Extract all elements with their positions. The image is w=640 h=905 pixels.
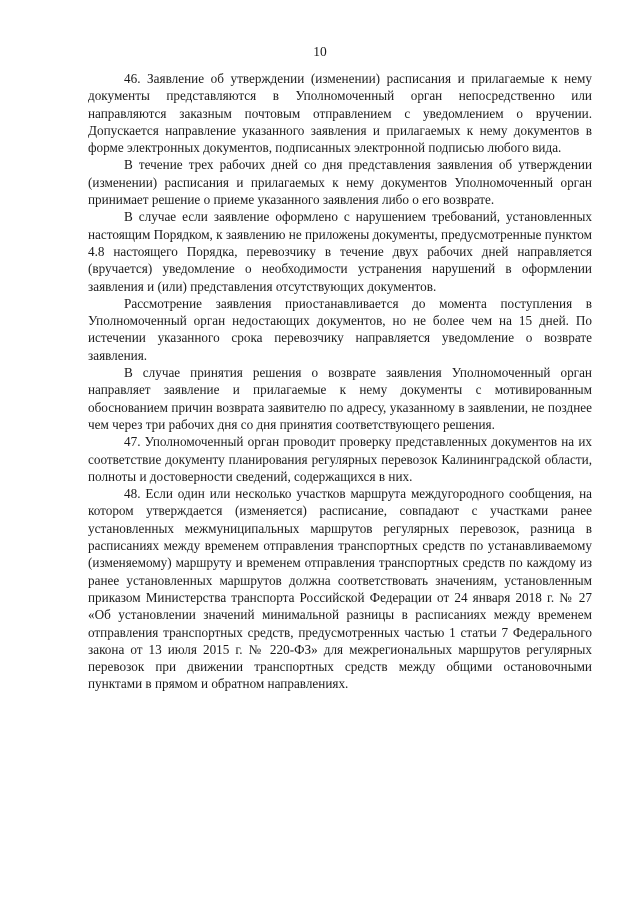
paragraph-return: В случае принятия решения о возврате заявления Уполномоченный орган направляет заявление и прилагаемые к нему документы с мотивированным обоснованием причин возврата заявителю по адресу, указанному в заявлении, не позднее чем через три рабочих дня со дня принятия соответствующего решения. [88,365,592,432]
paragraph-48: 48. Если один или несколько участков маршрута междугородного сообщения, на котором утверждается (изменяется) расписание, совпадают с участками ранее установленных межмуниципальных маршрутов регулярных перевозок, разница в расписаниях между временем отправления транспортных средств по устанавливаемому (изменяемому) маршруту и временем отправления транспортных средств по каждому из ранее установленных маршрутов должна соответствовать значениям, установленным приказом Министерства транспорта Российской Федерации от 24 января 2018 г. № 27 «Об установлении значений минимальной разницы в расписаниях между временем отправления транспортных средств, предусмотренных частью 1 статьи 7 Федерального закона от 13 июля 2015 г. № 220-ФЗ» для межрегиональных маршрутов регулярных перевозок при движении транспортных средств между общими остановочными пунктами в прямом и обратном направлениях. [88,486,592,692]
paragraph-violations: В случае если заявление оформлено с нарушением требований, установленных настоящим Порядком, к заявлению не приложены документы, предусмотренные пунктом 4.8 настоящего Порядка, перевозчику в течение двух рабочих дней направляется (вручается) уведомление о необходимости устранения нарушений в оформлении заявления и (или) представления отсутствующих документов. [88,209,592,294]
paragraph-decision-term: В течение трех рабочих дней со дня представления заявления об утверждении (изменении) расписания и прилагаемых к нему документов Уполномоченный орган принимает решение о приеме указанного заявления либо о его возврате. [88,157,592,208]
page-number: 10 [313,44,327,59]
paragraph-47: 47. Уполномоченный орган проводит проверку представленных документов на их соответствие документу планирования регулярных перевозок Калининградской области, полноты и достоверности сведений, содержащихся в них. [88,434,592,484]
document-body [88,70,592,693]
paragraph-46: 46. Заявление об утверждении (изменении) расписания и прилагаемые к нему документы представляются в Уполномоченный орган непосредственно или направляются заказным почтовым отправлением с уведомлением о вручении. Допускается направление указанного заявления и прилагаемых к нему документов в форме электронных документов, подписанных электронной подписью любого вида. [88,71,592,156]
paragraph-suspension: Рассмотрение заявления приостанавливается до момента поступления в Уполномоченный орган недостающих документов, но не более чем на 15 дней. По истечении указанного срока перевозчику направляется уведомление о возврате заявления. [88,295,592,363]
